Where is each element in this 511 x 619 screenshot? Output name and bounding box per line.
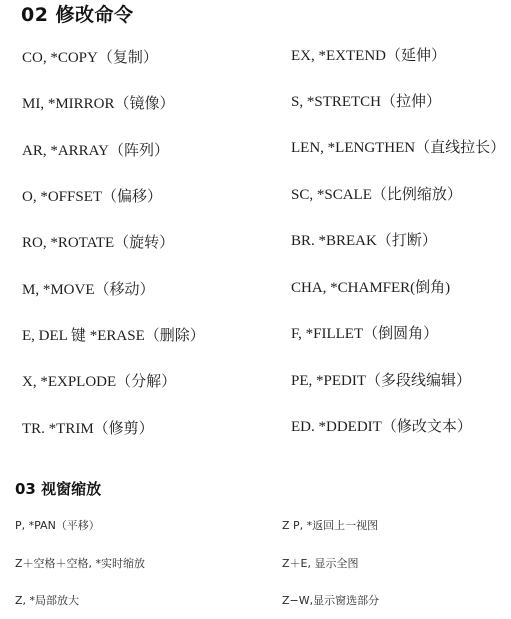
command-item: LEN, *LENGTHEN（直线拉长） xyxy=(291,140,506,156)
command-item: CHA, *CHAMFER(倒角) xyxy=(291,280,451,296)
command-item: E, DEL 键 *ERASE（删除） xyxy=(22,328,205,344)
command-item: O, *OFFSET（偏移） xyxy=(22,189,163,205)
command-item: EX, *EXTEND（延伸） xyxy=(291,48,446,64)
command-item: TR. *TRIM（修剪） xyxy=(22,421,154,437)
command-item: Z, *局部放大 xyxy=(15,594,80,607)
command-item: SC, *SCALE（比例缩放） xyxy=(291,187,462,203)
command-item: RO, *ROTATE（旋转） xyxy=(22,235,175,251)
command-item: S, *STRETCH（拉伸） xyxy=(291,94,442,110)
command-item: Z P, *返回上一视图 xyxy=(282,519,379,532)
command-item: Z＋空格＋空格, *实时缩放 xyxy=(15,557,146,570)
command-item: AR, *ARRAY（阵列） xyxy=(22,143,169,159)
section-title-modify-commands: 02 修改命令 xyxy=(21,4,134,26)
command-item: PE, *PEDIT（多段线编辑） xyxy=(291,373,472,389)
command-item: Z＋E, 显示全图 xyxy=(282,557,359,570)
command-item: CO, *COPY（复制） xyxy=(22,50,158,66)
command-item: P, *PAN（平移） xyxy=(15,519,100,532)
command-item: F, *FILLET（倒圆角） xyxy=(291,326,439,342)
command-item: M, *MOVE（移动） xyxy=(22,282,155,298)
command-item: X, *EXPLODE（分解） xyxy=(22,374,177,390)
command-item: MI, *MIRROR（镜像） xyxy=(22,96,175,112)
command-item: ED. *DDEDIT（修改文本） xyxy=(291,419,472,435)
command-item: BR. *BREAK（打断） xyxy=(291,233,437,249)
section-title-view-zoom: 03 视窗缩放 xyxy=(15,480,102,498)
command-item: Z−W,显示窗选部分 xyxy=(282,594,380,607)
